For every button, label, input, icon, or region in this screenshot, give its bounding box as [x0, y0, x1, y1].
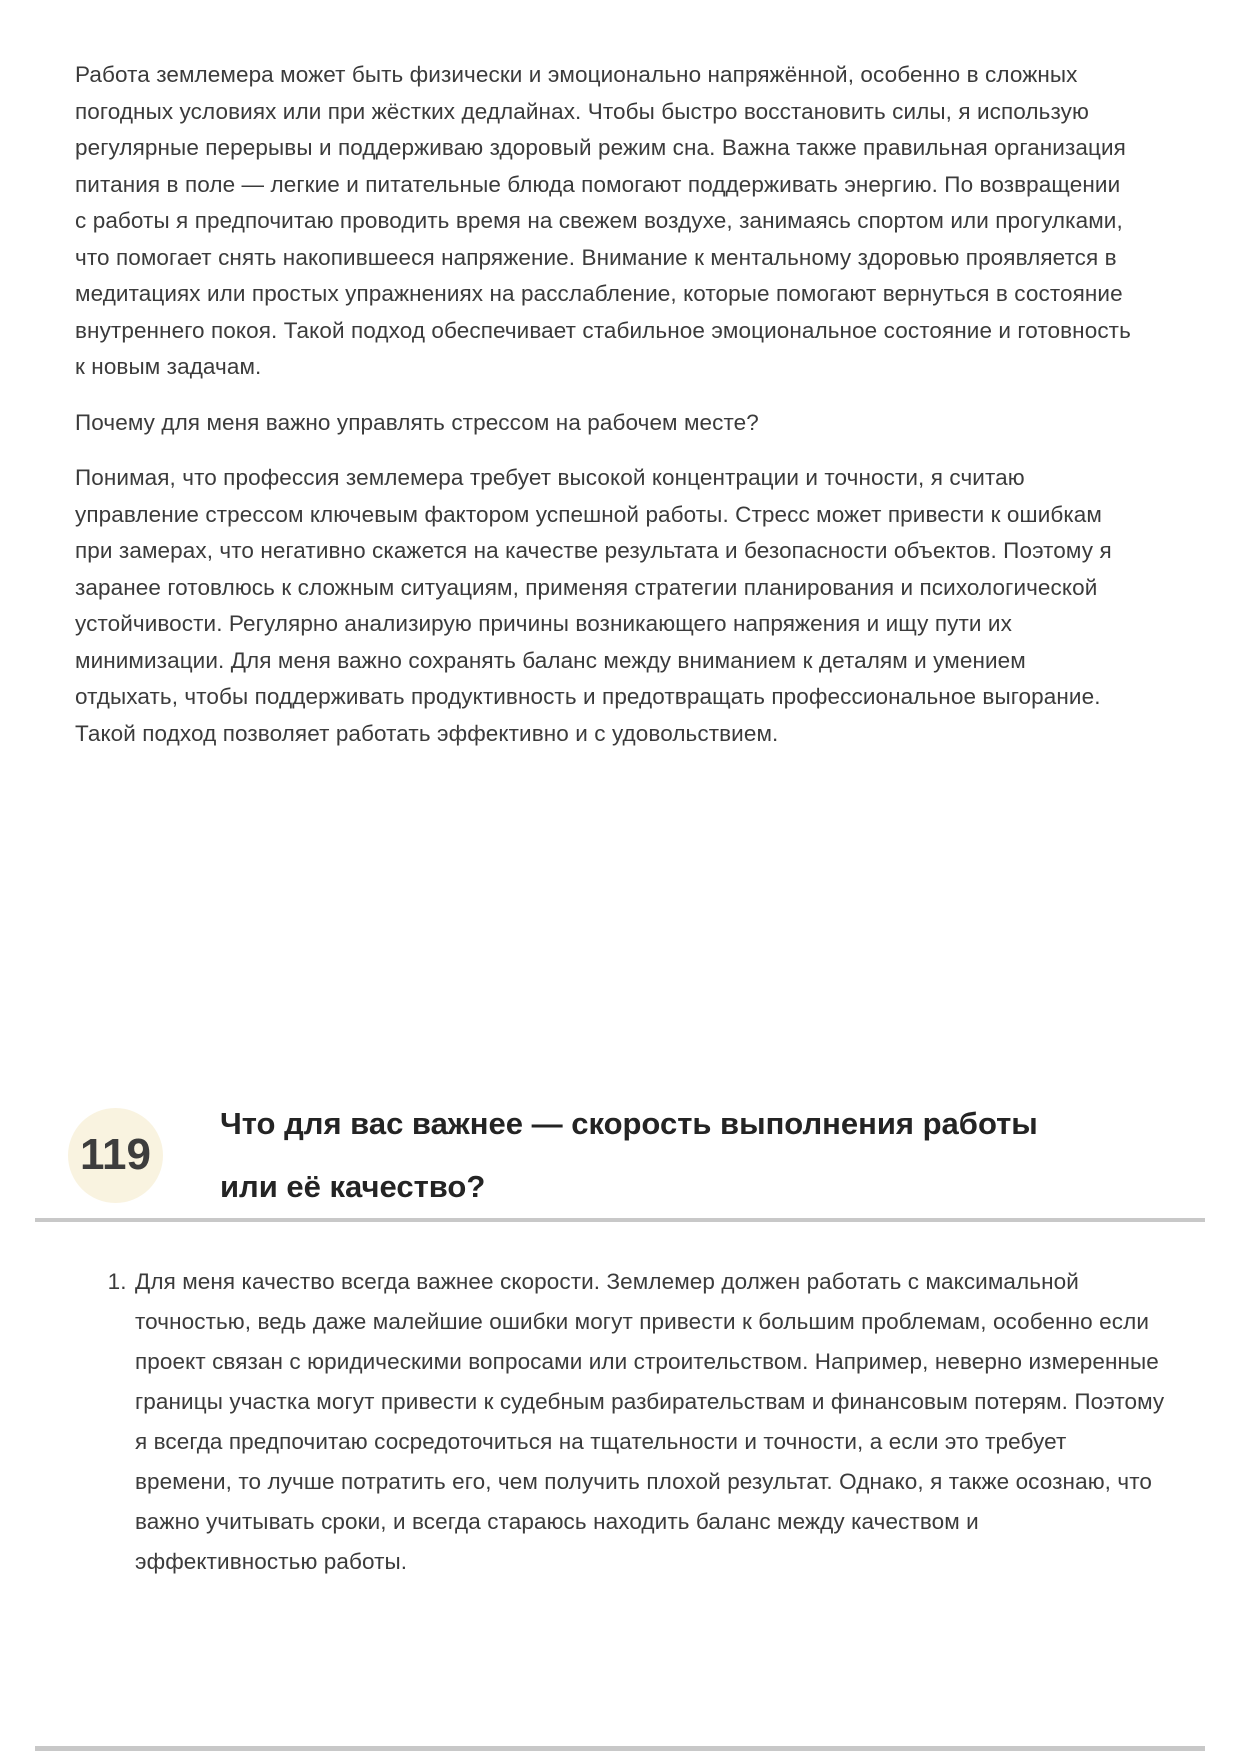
paragraph-stress-management: Понимая, что профессия землемера требует высокой концентрации и точности, я считаю управление стрессом ключевым фактором успешной работы. Стресс может привести к ошибкам при замерах, что негативно скажется на качестве результата и безопасности объектов. Поэтому я заранее готовлюсь к сложным ситуациям, применяя стратегии планирования и психологической устойчивости. Регулярно анализирую причины возникающего напряжения и ищу пути их минимизации. Для меня важно сохранять баланс между вниманием к деталям и умением отдыхать, чтобы поддерживать продуктивность и предотвращать профессиональное выгорание. Такой подход позволяет работать эффективно и с удовольствием.	[75, 465, 1112, 746]
answer-item: 1. Для меня качество всегда важнее скорости. Землемер должен работать с максимальной точностью, ведь даже малейшие ошибки могут привести к большим проблемам, особенно если проект связан с юридическими вопросами или строительством. Например, неверно измеренные границы участка могут привести к судебным разбирательствам и финансовым потерям. Поэтому я всегда предпочитаю сосредоточиться на тщательности и точности, а если это требует времени, то лучше потратить его, чем получить плохой результат. Однако, я также осознаю, что важно учитывать сроки, и всегда стараюсь находить баланс между качеством и эффективностью работы.	[133, 1262, 1165, 1582]
answer-list	[75, 1262, 1165, 1582]
question-number: 119	[80, 1129, 151, 1179]
intro-text-block	[75, 57, 1135, 1092]
question-number-badge	[68, 1108, 163, 1203]
question-header	[68, 1092, 1165, 1218]
paragraph-stress-recovery: Работа землемера может быть физически и эмоционально напряжённой, особенно в сложных погодных условиях или при жёстких дедлайнах. Чтобы быстро восстановить силы, я использую регулярные перерывы и поддерживаю здоровый режим сна. Важна также правильная организация питания в поле — легкие и питательные блюда помогают поддерживать энергию. По возвращении с работы я предпочитаю проводить время на свежем воздухе, занимаясь спортом или прогулками, что помогает снять накопившееся напряжение. Внимание к ментальному здоровью проявляется в медитациях или простых упражнениях на расслабление, которые помогают вернуться в состояние внутреннего покоя. Такой подход обеспечивает стабильное эмоциональное состояние и готовность к новым задачам.	[75, 62, 1131, 379]
paragraph-question-why-manage-stress: Почему для меня важно управлять стрессом на рабочем месте?	[75, 409, 759, 435]
bottom-divider	[35, 1746, 1205, 1751]
question-119-section	[75, 1092, 1165, 1582]
header-divider	[35, 1218, 1205, 1222]
question-title: Что для вас важнее — скорость выполнения работы или её качество?	[220, 1106, 1038, 1204]
